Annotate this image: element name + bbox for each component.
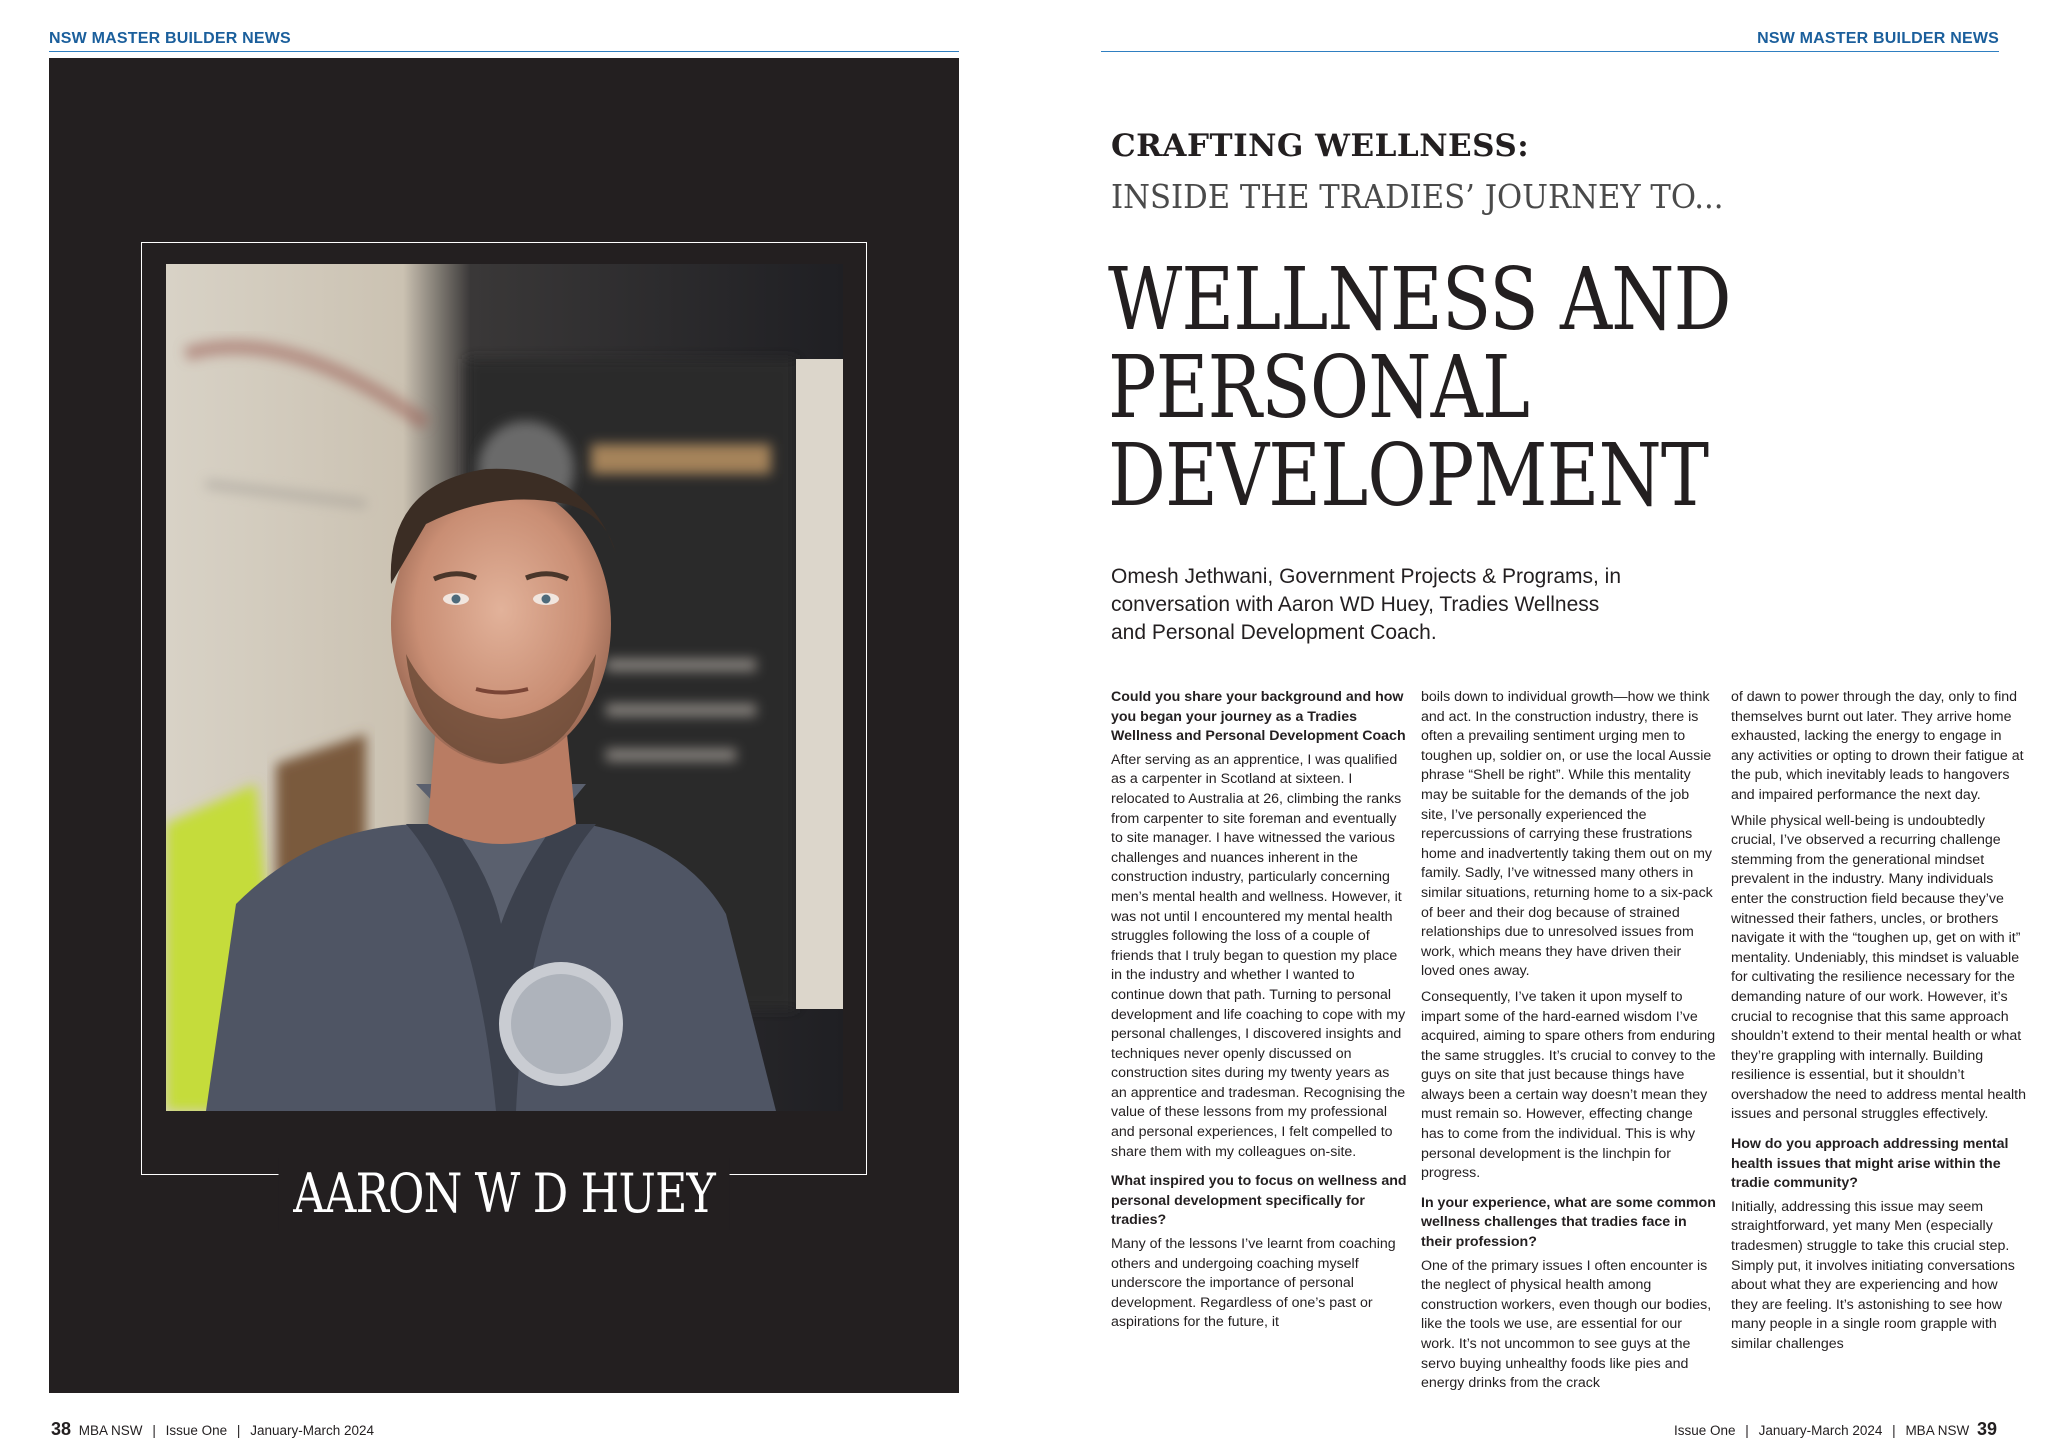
interview-question: How do you approach addressing mental health issues that might arise within the tradie community? <box>1731 1136 2009 1192</box>
folio-publication: MBA NSW <box>1905 1423 1970 1438</box>
page-number-right: 39 <box>1976 1419 1997 1439</box>
standfirst: Omesh Jethwani, Government Projects & Programs, in conversation with Aaron WD Huey, Tradies Wellness and Personal Development Coach. <box>1111 565 1622 644</box>
body-column-2 <box>1421 688 1717 1400</box>
portrait-photo <box>166 264 843 1111</box>
folio-separator: | <box>1892 1423 1896 1438</box>
folio-left <box>47 1419 374 1440</box>
headline <box>1108 250 1731 526</box>
body-column-1 <box>1111 688 1407 1339</box>
running-head-left: NSW MASTER BUILDER NEWS <box>49 30 291 47</box>
headline-line: PERSONAL <box>1108 338 1530 438</box>
photo-caption <box>141 1158 867 1230</box>
headline-line: WELLNESS AND <box>1108 250 1731 350</box>
header-rule-left <box>49 51 959 52</box>
page-number-left: 38 <box>51 1419 72 1439</box>
interview-question: Could you share your background and how you began your journey as a Tradies Wellness and Personal Development Coach <box>1111 689 1406 745</box>
body-paragraph: Consequently, I’ve taken it upon myself to impart some of the hard-earned wisdom I’ve acquired, aiming to spare others from enduring the same struggles. It’s crucial to convey to the guys on site that just because things have always been a certain way doesn’t mean they must remain so. However, effecting change has to come from the individual. This is why personal development is the linchpin for progress. <box>1421 988 1716 1182</box>
folio-date: January-March 2024 <box>1758 1423 1883 1438</box>
folio-publication: MBA NSW <box>78 1423 143 1438</box>
body-paragraph: of dawn to power through the day, only to find themselves burnt out later. They arrive home exhausted, lacking the energy to engage in any activities or opting to drown their fatigue at the pub, which inevitably leads to hangovers and impaired performance the next day. <box>1731 689 2024 803</box>
kicker-line-1: CRAFTING WELLNESS: <box>1111 128 1530 164</box>
body-paragraph: After serving as an apprentice, I was qualified as a carpenter in Scotland at sixteen. I relocated to Australia at 26, climbing the ranks from carpenter to site foreman and eventually to site manager. I have witnessed the various challenges and nuances inherent in the construction industry, particularly concerning men’s mental health and wellness. However, it was not until I encountered my mental health struggles following the loss of a couple of friends that I truly began to question my place in the industry and whether I wanted to continue down that path. Turning to personal development and life coaching to cope with my personal challenges, I discovered insights and techniques never openly discussed on construction sites during my twenty years as an apprentice and tradesman. Recognising the value of these lessons from my professional and personal experiences, I felt compelled to share them with my colleagues on-site. <box>1111 751 1406 1160</box>
kicker-line-2: INSIDE THE TRADIES’ JOURNEY TO... <box>1111 177 1724 216</box>
person-name: AARON W D HUEY <box>278 1158 729 1230</box>
folio-separator: | <box>152 1423 156 1438</box>
body-paragraph: Initially, addressing this issue may seem straightforward, yet many Men (especially tradesmen) struggle to take this crucial step. Simply put, it involves initiating conversations about what they are experiencing and how they are feeling. It’s astonishing to see how many people in a single room grapple with similar challenges <box>1731 1198 2015 1352</box>
body-paragraph: Many of the lessons I’ve learnt from coaching others and undergoing coaching myself underscore the importance of personal development. Regardless of one’s past or aspirations for the future, it <box>1111 1236 1396 1331</box>
body-paragraph: One of the primary issues I often encounter is the neglect of physical health among construction workers, even though our bodies, like the tools we use, are essential for our work. It’s not uncommon to see guys at the servo buying unhealthy foods like pies and energy drinks from the crack <box>1421 1257 1712 1392</box>
folio-date: January-March 2024 <box>250 1423 375 1438</box>
folio-issue: Issue One <box>1673 1423 1736 1438</box>
folio-issue: Issue One <box>165 1423 228 1438</box>
body-paragraph: boils down to individual growth—how we think and act. In the construction industry, there is often a prevailing sentiment urging men to toughen up, soldier on, or use the local Aussie phrase “Shell be right”. While this mentality may be suitable for the demands of the job site, I’ve personally experienced the repercussions of carrying these frustrations home and inadvertently taking them out on my family. Sadly, I’ve witnessed many others in similar situations, returning home to a six-pack of beer and their dog because of strained relationships due to unresolved issues from work, which means they have driven their loved ones away. <box>1421 689 1713 980</box>
header-rule-right <box>1101 51 1999 52</box>
folio-separator: | <box>236 1423 241 1438</box>
body-paragraph: While physical well-being is undoubtedly crucial, I’ve observed a recurring challenge stemming from the generational mindset prevalent in the industry. Many individuals enter the construction field because they’ve witnessed their fathers, uncles, or brothers navigate it with the “toughen up, get on with it” mentality. Undeniably, this mindset is valuable for cultivating the resilience necessary for the demanding nature of our work. However, it’s crucial to recognise that this same approach shouldn’t extend to their mental health or what they’re grappling with internally. Building resilience is essential, but it shouldn’t overshadow the need to address mental health issues and personal struggles effectively. <box>1731 812 2026 1123</box>
body-column-3 <box>1731 688 2027 1361</box>
folio-separator: | <box>1745 1423 1749 1438</box>
interview-question: What inspired you to focus on wellness and personal development specifically for tradies? <box>1111 1173 1407 1229</box>
folio-right <box>1674 1419 2001 1440</box>
interview-question: In your experience, what are some common wellness challenges that tradies face in their profession? <box>1421 1194 1716 1251</box>
headline-line: DEVELOPMENT <box>1108 426 1709 526</box>
running-head-right: NSW MASTER BUILDER NEWS <box>1757 30 1999 47</box>
